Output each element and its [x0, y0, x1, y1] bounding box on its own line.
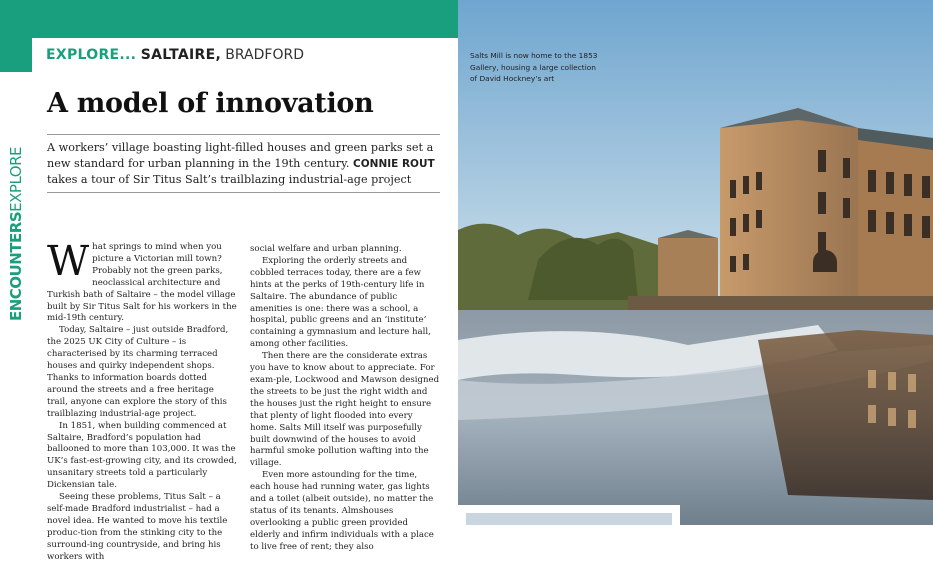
side-label-bold: ENCOUNTERS [7, 211, 25, 321]
body-column-1 [47, 237, 237, 563]
headline-rule [47, 134, 440, 135]
standfirst-text: A workers’ village boasting light-filled houses and green parks set a new standard for urban planning in the 19th century. [47, 141, 434, 170]
body-column-2 [250, 244, 440, 554]
kicker-place: SALTAIRE [140, 47, 216, 63]
standfirst-tail: takes a tour of Sir Titus Salt’s trailblazing industrial-age project [47, 173, 412, 186]
side-section-label [7, 147, 27, 321]
photo-caption: Salts Mill is now home to the 1853 Gallery, housing a large collection of David Hockney’s art [470, 51, 598, 83]
kicker-separator: , [215, 47, 221, 63]
kicker-section: EXPLORE... [46, 47, 137, 63]
paragraph: Exploring the orderly streets and cobbled terraces today, there are a few hints at the perks of 19th-century life in Saltaire. The abundance of public amenities is one: there was a school, a hospital, public greens and an ‘institute’ containing a gymnasium and lecture hall, among other facilities. [250, 255, 431, 350]
article-headline: A model of innovation [47, 88, 374, 119]
side-label-light: EXPLORE [7, 147, 25, 212]
standfirst-rule [47, 192, 440, 193]
paragraph-text: hat springs to mind when you picture a Victorian mill town? Probably not the green parks, neoclassical architecture and Turkish bath of Saltaire – the model village built by Sir Titus Salt for his workers in the mid-19th century. [47, 242, 237, 324]
article-page [0, 0, 458, 562]
paragraph: Seeing these problems, Titus Salt – a self-made Bradford industrialist – had a novel idea. He wanted to move his textile produc-tion from the stinking city to the surround-ing countryside, and bring his workers with [47, 492, 228, 562]
paragraph: Even more astounding for the time, each house had running water, gas lights and a toilet (albeit outside), no matter the status of its tenants. Almshouses overlooking a public green provided elderly and infirm individuals with a place to live free of rent; they also [250, 470, 434, 552]
kicker-town: BRADFORD [225, 47, 304, 63]
inset-photo [466, 513, 672, 525]
paragraph: Then there are the considerate extras you have to know about to appreciate. For exam-ple, Lockwood and Mawson designed the streets to be just the right width and the houses just the right height to ensure that plenty of light flooded into every home. Salts Mill itself was purposefully built downwind of the houses to avoid harmful smoke pollution wafting into the village. [250, 351, 440, 469]
byline: CONNIE ROUT [353, 157, 435, 170]
paragraph: In 1851, when building commenced at Saltaire, Bradford’s population had ballooned to more than 103,000. It was the UK’s fast-est-growing city, and its crowded, unsanitary streets told a particularly Dickensian tale. [47, 420, 237, 491]
paragraph: Today, Saltaire – just outside Bradford, the 2025 UK City of Culture – is characterised by its charming terraced houses and quirky independent shops. Thanks to information boards dotted around the streets and a free heritage trail, anyone can explore the story of this trailblazing industrial-age project. [47, 325, 229, 419]
paragraph: social welfare and urban planning. [250, 244, 402, 254]
section-kicker [32, 38, 458, 72]
standfirst [47, 140, 442, 188]
paragraph [47, 237, 237, 325]
drop-cap: W [47, 237, 90, 285]
